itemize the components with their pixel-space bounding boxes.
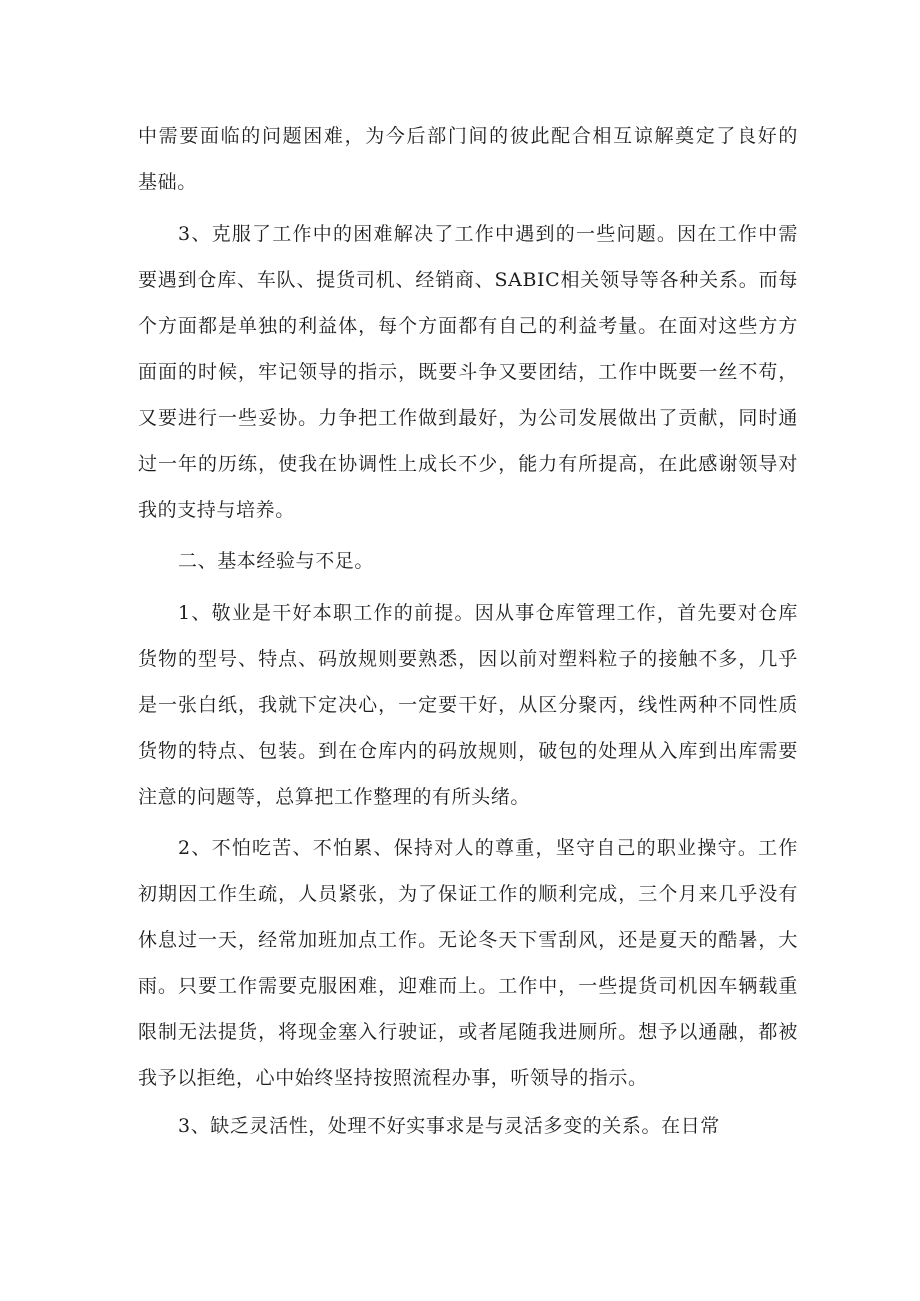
paragraph-line: 要遇到仓库、车队、提货司机、经销商、SABIC相关领导等各种关系。而每 [138,269,798,291]
paragraph-line: 我予以拒绝，心中始终坚持按照流程办事，听领导的指示。 [138,1067,648,1089]
paragraph-line: 面面的时候，牢记领导的指示，既要斗争又要团结，工作中既要一丝不苟， [138,361,798,383]
paragraph-line: 我的支持与培养。 [138,499,295,521]
paragraph-line: 休息过一天，经常加班加点工作。无论冬天下雪刮风，还是夏天的酷暑，大 [138,929,798,951]
paragraph-line: 是一张白纸，我就下定决心，一定要干好，从区分聚丙，线性两种不同性质 [138,694,798,716]
paragraph-line: 3、缺乏灵活性，处理不好实事求是与灵活多变的关系。在日常 [178,1115,720,1137]
paragraph-line: 2、不怕吃苦、不怕累、保持对人的尊重，坚守自己的职业操守。工作 [178,837,798,859]
paragraph-line: 中需要面临的问题困难，为今后部门间的彼此配合相互谅解奠定了良好的 [138,125,798,147]
paragraph-line: 雨。只要工作需要克服困难，迎难而上。工作中，一些提货司机因车辆载重 [138,975,798,997]
paragraph-line: 3、克服了工作中的困难解决了工作中遇到的一些问题。因在工作中需 [178,223,798,245]
paragraph-line: 货物的型号、特点、码放规则要熟悉，因以前对塑料粒子的接触不多，几乎 [138,648,798,670]
paragraph-line: 又要进行一些妥协。力争把工作做到最好，为公司发展做出了贡献，同时通 [138,407,798,429]
paragraph-line: 注意的问题等，总算把工作整理的有所头绪。 [138,786,531,808]
paragraph-line: 过一年的历练，使我在协调性上成长不少，能力有所提高，在此感谢领导对 [138,453,798,475]
paragraph-line: 基础。 [138,171,197,193]
paragraph-line: 货物的特点、包装。到在仓库内的码放规则，破包的处理从入库到出库需要 [138,740,798,762]
section-heading: 二、基本经验与不足。 [178,550,375,572]
paragraph-line: 初期因工作生疏，人员紧张，为了保证工作的顺利完成，三个月来几乎没有 [138,883,798,905]
paragraph-line: 1、敬业是干好本职工作的前提。因从事仓库管理工作，首先要对仓库 [178,602,798,624]
paragraph-line: 个方面都是单独的利益体，每个方面都有自己的利益考量。在面对这些方方 [138,315,798,337]
paragraph-line: 限制无法提货，将现金塞入行驶证，或者尾随我进厕所。想予以通融，都被 [138,1021,798,1043]
